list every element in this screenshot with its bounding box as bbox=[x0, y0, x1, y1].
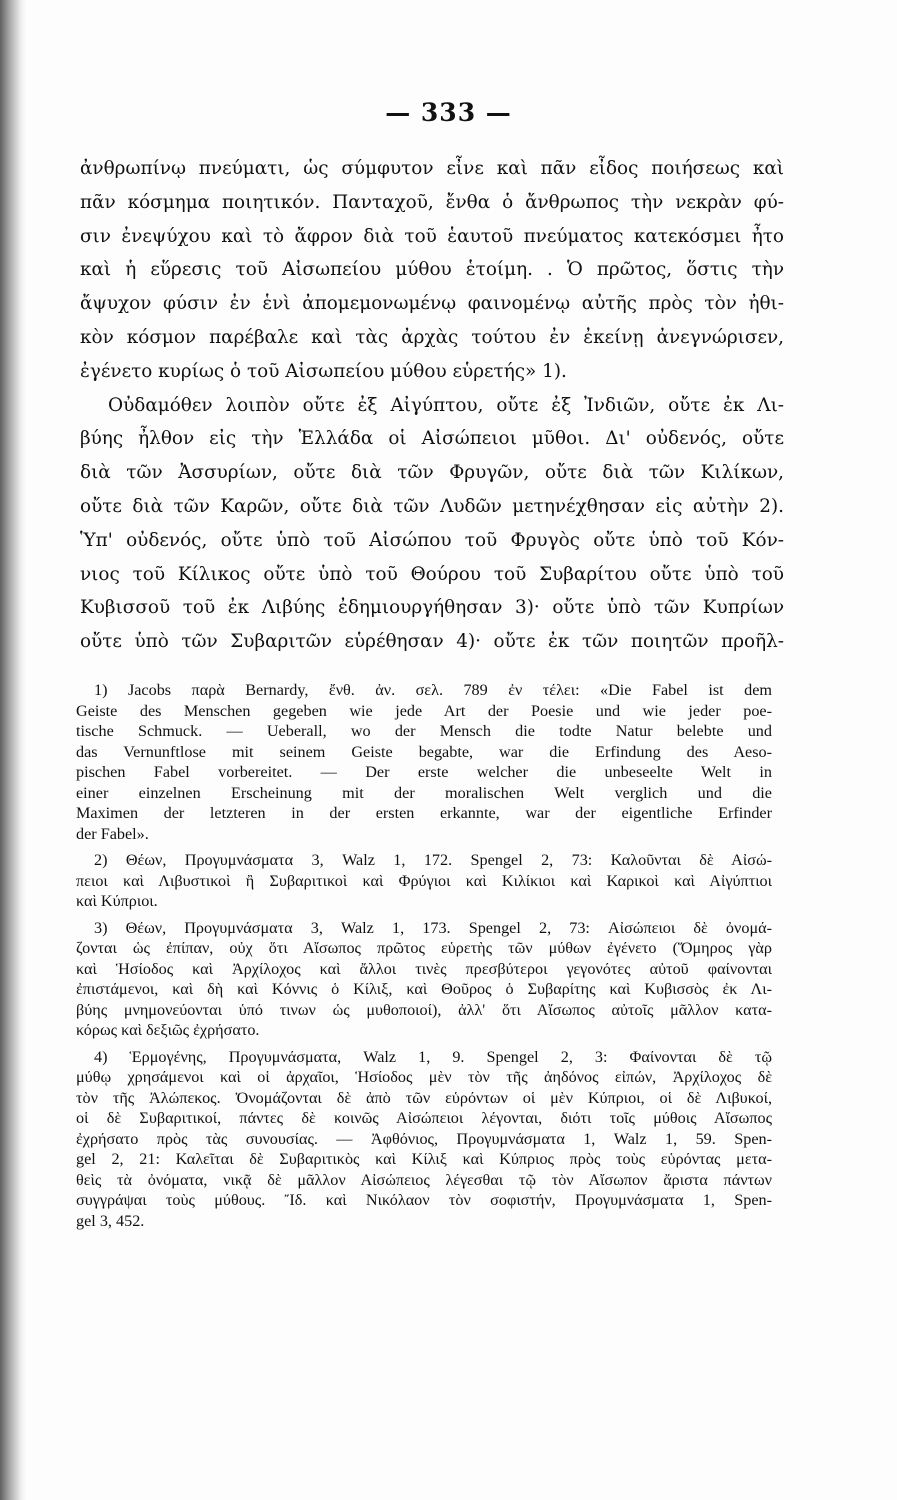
main-text-line: σιν ἐνεψύχου καὶ τὸ ἄφρον διὰ τοῦ ἑαυτοῦ πνεύματος κατεκόσμει ἦτο bbox=[80, 225, 784, 247]
main-text-line: Κυβισσοῦ τοῦ ἐκ Λιβύης ἐδημιουργήθησαν 3)· οὔτε ὑπὸ τῶν Κυπρίων bbox=[80, 597, 784, 619]
footnote-line: πειοι καὶ Λιβυστικοὶ ἢ Συβαριτικοὶ καὶ Φρύγιοι καὶ Κιλίκιοι καὶ Καρικοὶ καὶ Αἰγύπτιοι bbox=[76, 871, 772, 890]
footnote-line: θεὶς τὰ ὀνόματα, νικᾷ δὲ μᾶλλον Αἰσώπειος λέγεσθαι τῷ τὸν Αἴσωπον ἄριστα πάντων bbox=[76, 1170, 772, 1189]
main-text-line: ἐγένετο κυρίως ὁ τοῦ Αἰσωπείου μύθου εὑρετής» 1). bbox=[80, 360, 567, 382]
main-text-line: ἄψυχον φύσιν ἐν ἑνὶ ἀπομεμονωμένῳ φαινομένῳ αὐτῆς πρὸς τὸν ἠθι- bbox=[80, 293, 784, 315]
footnote-line: pischen Fabel vorbereitet. — Der erste welcher die unbeseelte Welt in bbox=[76, 763, 772, 781]
footnote-line: τὸν τῆς Ἀλώπεκος. Ὀνομάζονται δὲ ἀπὸ τῶν εὑρόντων οἱ μὲν Κύπριοι, οἱ δὲ Λιβυκοί, bbox=[76, 1088, 772, 1107]
footnote-line: Geiste des Menschen gegeben wie jede Art der Poesie und wie jeder poe- bbox=[76, 701, 772, 720]
main-text-line: οὔτε ὑπὸ τῶν Συβαριτῶν εὑρέθησαν 4)· οὔτε ἐκ τῶν ποιητῶν προῆλ- bbox=[80, 631, 784, 653]
main-text-line: Οὐδαμόθεν λοιπὸν οὔτε ἐξ Αἰγύπτου, οὔτε ἐξ Ἰνδιῶν, οὔτε ἐκ Λι- bbox=[108, 394, 784, 416]
footnote-line: tische Schmuck. — Ueberall, wo der Mensch die todte Natur belebte und bbox=[76, 722, 772, 740]
main-text-line: κὸν κόσμον παρέβαλε καὶ τὰς ἀρχὰς τούτου ἐν ἐκείνῃ ἀνεγνώρισεν, bbox=[80, 326, 784, 348]
footnote-line: καὶ Κύπριοι. bbox=[76, 892, 158, 910]
footnote-line: συγγράψαι τοὺς μύθους. Ἴδ. καὶ Νικόλαον τὸν σοφιστήν, Προγυμνάσματα 1, Spen- bbox=[76, 1191, 772, 1209]
main-text-line: βύης ἦλθον εἰς τὴν Ἑλλάδα οἱ Αἰσώπειοι μῦθοι. Δι' οὐδενός, οὔτε bbox=[80, 428, 784, 450]
main-text bbox=[80, 152, 784, 659]
main-text-line: πᾶν κόσμημα ποιητικόν. Πανταχοῦ, ἔνθα ὁ ἄνθρωπος τὴν νεκρὰν φύ- bbox=[80, 191, 784, 213]
footnote-line: ζονται ὡς ἐπίπαν, οὐχ ὅτι Αἴσωπος πρῶτος εὑρετὴς τῶν μύθων ἐγένετο (Ὅμηρος γὰρ bbox=[76, 939, 772, 957]
main-text-line: καὶ ἡ εὕρεσις τοῦ Αἰσωπείου μύθου ἑτοίμη. . Ὁ πρῶτος, ὅστις τὴν bbox=[80, 259, 784, 281]
footnote-line: gel 3, 452. bbox=[76, 1211, 145, 1230]
page-number: — 333 — bbox=[385, 98, 512, 127]
footnote-line: βύης μνημονεύονται ὑπό τινων ὡς μυθοποιοί), ἀλλ' ὅτι Αἴσωπος αὐτοῖς μᾶλλον κατα- bbox=[76, 1000, 772, 1019]
footnote-line: ἐχρήσατο πρὸς τὰς συνουσίας. — Ἀφθόνιος, Προγυμνάσματα 1, Walz 1, 59. Spen- bbox=[76, 1129, 772, 1148]
binding-shadow bbox=[0, 0, 26, 1500]
footnote-line: der Fabel». bbox=[76, 824, 149, 843]
footnote-line: οἱ δὲ Συβαριτικοί, πάντες δὲ κοινῶς Αἰσώπειοι λέγονται, διότι τοῖς μύθοις Αἴσωπος bbox=[76, 1109, 772, 1127]
footnote-line: das Vernunftlose mit seinem Geiste begabte, war die Erfindung des Aeso- bbox=[76, 742, 772, 761]
footnote-1 bbox=[76, 680, 772, 844]
footnote-line: ἐπιστάμενοι, καὶ δὴ καὶ Κόννις ὁ Κίλιξ, καὶ Θοῦρος ὁ Συβαρίτης καὶ Κυβισσὸς ἐκ Λι- bbox=[76, 980, 772, 998]
footnote-line: 1) Jacobs παρὰ Bernardy, ἔνθ. ἀν. σελ. 789 ἐν τέλει: «Die Fabel ist dem bbox=[94, 681, 772, 699]
footnote-line: μύθῳ χρησάμενοι καὶ οἱ ἀρχαῖοι, Ἡσίοδος μὲν τὸν τῆς ἀηδόνος εἰπών, Ἀρχίλοχος δὲ bbox=[76, 1068, 772, 1086]
footnote-line: Maximen der letzteren in der ersten erkannte, war der eigentliche Erfinder bbox=[76, 804, 772, 822]
footnote-4 bbox=[76, 1047, 772, 1232]
footnote-line: 4) Ἑρμογένης, Προγυμνάσματα, Walz 1, 9. Spengel 2, 3: Φαίνονται δὲ τῷ bbox=[94, 1047, 772, 1066]
footnote-line: κόρως καὶ δεξιῶς ἐχρήσατο. bbox=[76, 1021, 260, 1039]
footnote-line: 2) Θέων, Προγυμνάσματα 3, Walz 1, 172. Spengel 2, 73: Καλοῦνται δὲ Αἰσώ- bbox=[94, 851, 772, 869]
footnotes bbox=[76, 680, 772, 1237]
main-text-line: Ὑπ' οὐδενός, οὔτε ὑπὸ τοῦ Αἰσώπου τοῦ Φρυγὸς οὔτε ὑπὸ τοῦ Κόν- bbox=[80, 529, 784, 551]
footnote-line: καὶ Ἡσίοδος καὶ Ἀρχίλοχος καὶ ἄλλοι τινὲς πρεσβύτεροι γεγονότες αὐτοῦ φαίνονται bbox=[76, 959, 772, 978]
footnote-line: 3) Θέων, Προγυμνάσματα 3, Walz 1, 173. Spengel 2, 73: Αἰσώπειοι δὲ ὀνομά- bbox=[94, 918, 772, 937]
footnote-3 bbox=[76, 918, 772, 1041]
footnote-2 bbox=[76, 850, 772, 912]
main-text-line: οὔτε διὰ τῶν Καρῶν, οὔτε διὰ τῶν Λυδῶν μετηνέχθησαν εἰς αὐτὴν 2). bbox=[80, 495, 784, 517]
footnote-line: gel 2, 21: Καλεῖται δὲ Συβαριτικὸς καὶ Κίλιξ καὶ Κύπριος πρὸς τοὺς εὑρόντας μετα- bbox=[76, 1150, 772, 1168]
main-text-line: ἀνθρωπίνῳ πνεύματι, ὡς σύμφυτον εἶνε καὶ πᾶν εἶδος ποιήσεως καὶ bbox=[80, 158, 784, 179]
main-text-line: διὰ τῶν Ἀσσυρίων, οὔτε διὰ τῶν Φρυγῶν, οὔτε διὰ τῶν Κιλίκων, bbox=[80, 462, 784, 484]
main-text-line: νιος τοῦ Κίλικος οὔτε ὑπὸ τοῦ Θούρου τοῦ Συβαρίτου οὔτε ὑπὸ τοῦ bbox=[80, 563, 784, 585]
footnote-line: einer einzelnen Erscheinung mit der moralischen Welt verglich und die bbox=[76, 783, 772, 802]
